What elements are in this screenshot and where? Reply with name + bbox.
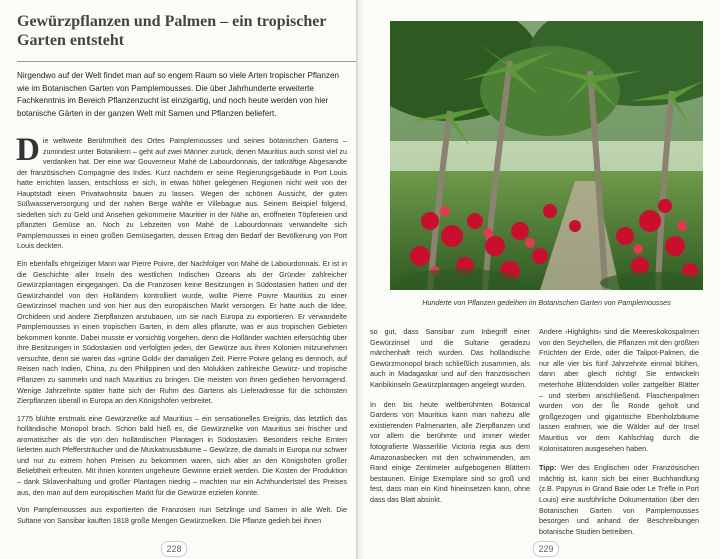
tip-label: Tipp: xyxy=(539,463,557,473)
drop-cap: D xyxy=(16,132,40,168)
paragraph-1-text: ie weltweite Berühmtheit des Ortes Pamplemousses und seines botanischen Gartens – zumindest unter Botanikern – geht auf zwei Männer zurück, denen Mauritius auch sonst viel zu verdanken hat. Der eine war Gouverneur Mahé de Labourdonnais, der tatkräftige Abgesandte der französischen Compagnie des Indes. Kurz nachdem er seine Regierungsgebäude in Port Louis hatte errichten lassen, entschloss er sich, in etwas höher gelegenen Regionen nicht weit von der Hauptstadt einen Privatwohnsitz bauen zu lassen. Wegen der schönen Aussicht, der guten Süßwasserversorgung und der nahen Berge wählte er Villebague aus. Seinem Beispiel folgend, siedelten sich zu Geld und Ansehen gekommene Mauritier in der Nähe an, eröffneten Töpfereien und pflanzten Gemüse an. Noch zu Lebzeiten von Mahé de Labourdonnais verwandelte sich Pamplemousses in einen großen Gemüsegarten, dessen Ertrag den Bedarf der Bevölkerung von Port Louis deckten. xyxy=(17,136,347,251)
body-paragraph-1 xyxy=(16,132,347,252)
page-number-right: 229 xyxy=(533,541,559,557)
garden-photo xyxy=(390,21,703,290)
chapter-title: Gewürzpflanzen und Palmen – ein tropischer Garten entsteht xyxy=(17,13,327,49)
intro-paragraph: Nirgendwo auf der Welt findet man auf so engem Raum so viele Arten tropischer Pflanzen wie im Botanischen Garten von Pamplemousses. Die über Jahrhunderte erweiterte Fachkenntnis im Bereich Pflanzenzucht ist einzigartig, und noch heute werden von hier botanische Gärten in der ganzen Welt mit Samen und Pflanzen beliefert. xyxy=(17,71,339,118)
left-page xyxy=(0,0,358,559)
col1-paragraph-2: In den bis heute weltberühmten Botanical Gardens von Mauritius kann man nahezu alle existierenden Palmenarten, alle Zierpflanzen und vor allem die berühmte und immer wieder fotografierte Wasserlilie Victoria regia aus dem Amazonasbecken mit den schwimmenden, am Rand einige Zentimeter aufgebogenen Blättern bestaunen. Einige Exemplare sind so groß und fest, dass man ein Kind hineinsetzen kann, ohne dass das Blatt absinkt. xyxy=(370,399,530,504)
body-paragraph-4: Von Pamplemousses aus exportierten die Franzosen nun Setzlinge und Samen in alle Welt. Die Sultane von Sansibar kauften 1818 große Mengen Gewürznelken. Die Pflanze gedieh bei ihnen xyxy=(17,505,347,525)
body-paragraph-2: Ein ebenfalls ehrgeiziger Mann war Pierre Poivre, der Nachfolger von Mahé de Labourdonnais. Er ist in die Geschichte aller Inseln des westlichen Indischen Ozeans als der Gründer zahlreicher Gewürzplantagen eingegangen. Da die Franzosen keine Besitzungen in Südostasien hatten und der Gewürzhandel von den Holländern kontrolliert wurde, wollte Pierre Poivre Mauritius zu einer Gewürzinsel machen und von hier aus den europäischen Markt versorgen. Er hatte auch die Idee, Orchideen und andere Zierpflanzen anzubauen, um sie nach Europa zu exportieren. Er verwandelte Pamplemousses in einen tropischen Garten, in dem alles pflanzte, was er aus tropischen Gebieten bekommen konnte. Dabei musste er vorsichtig vorgehen, denn die Holländer wachten eifersüchtig über ihre Besitzungen in Südostasien und verfolgten jeden, der Gewürze aus ihren Kolonien mitzunehmen versuchte, denn sie waren das »grüne Gold« der damaligen Zeit. Pierre Poivre gelang es dennoch, auf Reisen nach Indien, China, zu den Philippinen und den Molukken zahlreiche Gewürz- und tropische Pflanzen zu sammeln und nach Mauritius zu bringen. Die meisten von ihnen gediehen hervorragend. Wenige Jahrzehnte später hatte sich der Ruhm des Gartens als Lieferadresse für die schönsten Zierpflanzen überall in Europa an den Königshöfen verbreitet. xyxy=(17,259,347,406)
col2-paragraph-1: Andere ›Highlights‹ sind die Meereskokospalmen von den Seychellen, die Pflanzen mit den größten Früchten der Erde, oder die Talipot-Palmen, die nur alle vier bis fünf Jahrzehnte einmal blühen, dann aber gleich richtig! Sie entwickeln meterhohe Blütendolden voller zartgelber Blätter – und sterben anschließend. Flaschenpalmen wurden von der Île Ronde geholt und großgezogen und gigantische Ebenholzbäume lassen erahnen, wie die Wälder auf der Insel Mauritius vor dem Kahlschlag durch die Kolonisatoren ausgesehen haben. xyxy=(539,327,699,453)
tip-text: Wer des Englischen oder Französischen mächtig ist, kann sich bei einer Buchhandlung (z.B. Papyrus in Grand Baie oder Le Trèfle in Port Louis) eine ausführliche Dokumentation über den Botanischen Garten von Pamplemousses besorgen und anhand der Beschreibungen botanische Studien betreiben. xyxy=(539,463,699,536)
left-body-text xyxy=(16,132,347,533)
right-column-2 xyxy=(539,327,699,546)
col1-paragraph-1: so gut, dass Sansibar zum Inbegriff einer Gewürzinsel und die Sultane geradezu märchenhaft reich wurden. Das holländische Gewürzmonopol brach schließlich zusammen, als auch in Madagaskar und auf den französischen Karibikinseln Gewürzplantagen angelegt wurden. xyxy=(370,327,530,389)
garden-photo-illustration xyxy=(390,21,703,290)
right-page xyxy=(362,0,720,559)
page-number-left: 228 xyxy=(161,541,187,557)
title-rule xyxy=(17,61,358,62)
tip-paragraph xyxy=(539,463,699,537)
body-paragraph-3: 1775 blühte erstmals eine Gewürznelke auf Mauritius – ein sensationelles Ereignis, das letztlich das holländische Monopol brach. Schon bald hieß es, die Gewürznelke von Mauritius sei frischer und aromatischer als die von den holländischen Plantagen in Südostasien. Besonders reiche Ernten lieferten auch Pfeffersträucher und die Muskatnussbäume – Gewürze, die damals in Europa nur schwer und nur zu extrem hohen Preisen zu bekommen waren, sich aber an den Königshöfen großer Beliebtheit erfreuten. Mit ihnen konnten ungeheure Gewinne erzielt werden. Die Kosten der Produktion – dank Sklavenhaltung und großer Plantagen niedrig – machten nur ein Achthundertstel des Preises aus, den man auf dem europäischen Markt für die Gewürze erzielen konnte. xyxy=(17,413,347,497)
right-column-1 xyxy=(370,327,530,515)
photo-caption: Hunderte von Pflanzen gedeihen im Botanischen Garten von Pamplemousses xyxy=(422,298,671,307)
